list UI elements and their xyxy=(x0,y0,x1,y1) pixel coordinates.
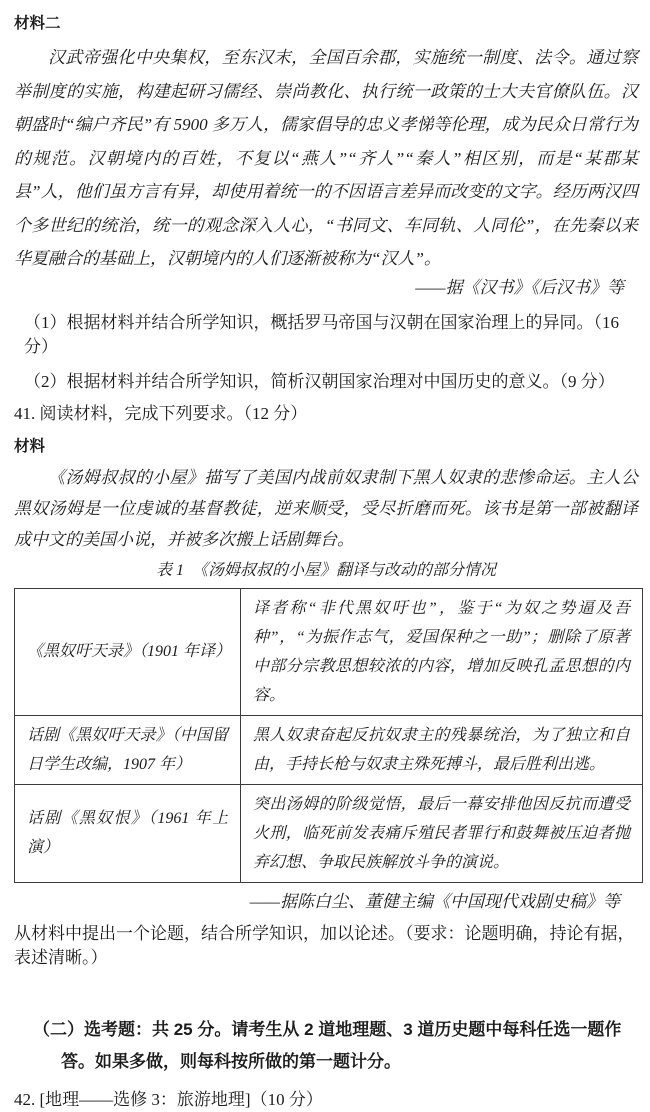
table-source-citation: ——据陈白尘、董健主编《中国现代戏剧史稿》等 xyxy=(249,891,620,911)
question-42-heading: 42. [地理——选修 3：旅游地理]（10 分） xyxy=(14,1089,323,1109)
table-cell-changes: 突出汤姆的阶级觉悟，最后一幕安排他因反抗而遭受火刑，临死前发表痛斥殖民者罪行和鼓舞被压迫者抛弃幻想、争取民族解放斗争的演说。 xyxy=(240,784,642,882)
table-cell-version: 话剧《黑奴恨》（1961 年上演） xyxy=(15,784,241,882)
material-paragraph: 《汤姆叔叔的小屋》描写了美国内战前奴隶制下黑人奴隶的悲惨命运。主人公黑奴汤姆是一位虔诚的基督教徒，逆来顺受，受尽折磨而死。该书是第一部被翻译成中文的美国小说，并被多次搬上话剧舞台。 xyxy=(14,467,638,549)
question-41-task: 从材料中提出一个论题，结合所学知识，加以论述。（要求：论题明确，持论有据，表述清晰。） xyxy=(14,923,635,967)
table-cell-changes: 黑人奴隶奋起反抗奴隶主的残暴统治，为了独立和自由，手持长枪与奴隶主殊死搏斗，最后胜利出逃。 xyxy=(240,715,642,784)
question-41-heading: 41. 阅读材料，完成下列要求。（12 分） xyxy=(14,403,308,423)
question-40-1: （1）根据材料并结合所学知识，概括罗马帝国与汉朝在国家治理上的异同。（16 分） xyxy=(24,312,619,356)
material2-heading: 材料二 xyxy=(14,15,61,32)
question-40-2: （2）根据材料并结合所学知识，简析汉朝国家治理对中国历史的意义。（9 分） xyxy=(24,371,615,391)
table-row xyxy=(15,784,643,882)
material2-source-citation: ——据《汉书》《后汉书》等 xyxy=(415,277,624,297)
table-cell-version: 话剧《黑奴吁天录》（中国留日学生改编，1907 年） xyxy=(15,715,241,784)
table-row xyxy=(15,715,643,784)
table-cell-changes: 译者称“非代黑奴吁也”，鉴于“为奴之势逼及吾种”，“为振作志气，爱国保种之一助”；删除了原著中部分宗教思想较浓的内容，增加反映孔孟思想的内容。 xyxy=(240,588,642,715)
table-row xyxy=(15,588,643,715)
table-1-caption: 表 1 《汤姆叔叔的小屋》翻译与改动的部分情况 xyxy=(155,561,496,579)
material-heading: 材料 xyxy=(14,437,46,455)
translation-table xyxy=(14,588,643,883)
elective-section-note: （二）选考题：共 25 分。请考生从 2 道地理题、3 道历史题中每科任选一题作答。如果多做，则每科按所做的第一题计分。 xyxy=(33,1019,622,1071)
material2-paragraph: 汉武帝强化中央集权，至东汉末，全国百余郡，实施统一制度、法令。通过察举制度的实施，构建起研习儒经、崇尚教化、执行统一政策的士大夫官僚队伍。汉朝盛时“编户齐民”有 5900 多万人，儒家倡导的忠义孝悌等伦理，成为民众日常行为的规范。汉朝境内的百姓，不复以“燕人”“齐人”“秦人”相区别，而是“某郡某县”人，他们虽方言有异，却使用着统一的不因语言差异而改变的文字。经历两汉四个多世纪的统治，统一的观念深入人心，“书同文、车同轨、人同伦”，在先秦以来华夏融合的基础上，汉朝境内的人们逐渐被称为“汉人”。 xyxy=(14,48,638,268)
table-cell-version: 《黑奴吁天录》（1901 年译） xyxy=(15,588,241,715)
